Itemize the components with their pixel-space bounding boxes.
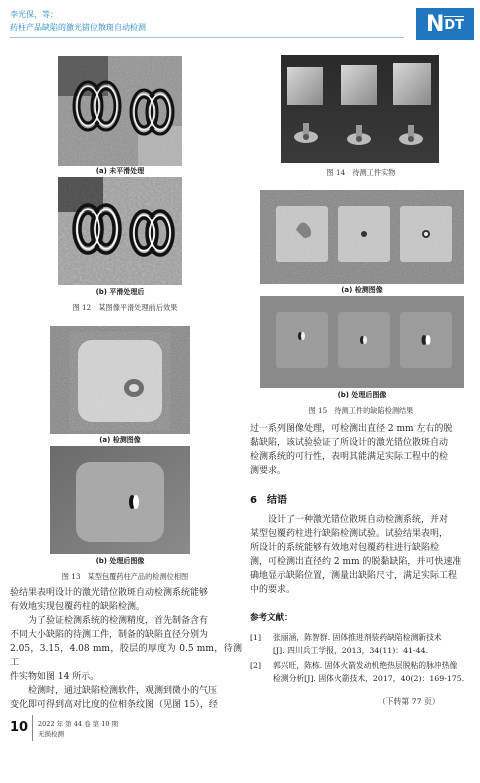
fig14-image	[281, 55, 439, 163]
header-rule	[10, 37, 404, 38]
text-line: 检测系统的可行性，表明其能满足实际工程中的检	[250, 452, 449, 462]
running-authors: 李光保，等：	[10, 10, 58, 19]
logo-letters-dt: DT	[444, 17, 465, 33]
reference-line: 检测分析[J]. 固体火箭技术，2017，40(2)：169-175.	[273, 674, 465, 683]
text-line: 不同大小缺陷的待测工件，制备的缺陷直径分别为	[10, 630, 209, 640]
fig12-caption: 图 12 某图像平滑处理前后效果	[72, 303, 178, 312]
text-line: 有效地实现包覆药柱的缺陷检测。	[10, 602, 146, 612]
text-line: 测，可检测出直径约 2 mm 的脱黏缺陷，并可快速准	[250, 557, 462, 567]
text-line: 某型包覆药柱进行缺陷检测试验。试验结果表明，	[250, 529, 449, 539]
text-line: 验结果表明设计的激光错位散斑自动检测系统能够	[10, 588, 209, 598]
text-line: 变化即可得到高对比度的位相条纹图（见图 15），经	[10, 700, 218, 710]
fig13a-image	[50, 326, 190, 434]
text-line: 所设计的系统能够有效地对包覆药柱进行缺陷检	[250, 543, 440, 553]
reference-number: [1]	[250, 633, 262, 642]
fig13-caption: 图 13 某型包覆药柱产品的检测位相图	[61, 572, 189, 581]
section-title: 6 结语	[250, 495, 287, 506]
right-body-text	[250, 422, 472, 478]
reference-line: 张丽涵，陈智群. 固体推进剂装药缺陷检测新技术	[273, 633, 442, 642]
fig12b-image	[58, 177, 182, 285]
references-title: 参考文献：	[250, 613, 293, 623]
reference-line: [J]. 四川兵工学报，2013，34(11)：41-44.	[273, 646, 429, 655]
reference-item	[250, 631, 472, 657]
fig12a-label: (a) 未平滑处理	[95, 167, 145, 175]
journal-logo	[416, 8, 474, 40]
text-line: 确地显示缺陷位置，测量出缺陷尺寸，满足实际工程	[250, 571, 458, 581]
fig13b-image	[50, 446, 190, 554]
fig15-caption: 图 15 待测工件的缺陷检测结果	[308, 406, 414, 415]
fig15a-label: (a) 检测图像	[341, 286, 383, 294]
text-line: 黏缺陷，该试验验证了所设计的激光错位散斑自动	[250, 438, 449, 448]
page-number: 10	[10, 720, 29, 735]
fig13a-label: (a) 检测图像	[99, 436, 141, 444]
left-body-text	[10, 586, 242, 712]
continued-note: （下转第 77 页）	[378, 697, 440, 706]
footer-divider	[32, 715, 33, 741]
reference-item	[250, 659, 472, 685]
text-line: 设计了一种激光错位散斑自动检测系统，并对	[268, 515, 449, 525]
text-line: 测要求。	[250, 466, 287, 476]
fig15b-label: (b) 处理后图像	[337, 391, 387, 399]
text-line: 件实物如图 14 所示。	[10, 672, 100, 682]
text-line: 为了验证检测系统的检测精度，首先制备含有	[28, 616, 209, 626]
reference-line: 郭兴旺，陈栋. 固体火箭发动机绝热层脱粘的脉冲热像	[273, 661, 458, 670]
text-line: 过一系列图像处理，可检测出直径 2 mm 左右的脱	[250, 424, 453, 434]
fig13b-label: (b) 处理后图像	[95, 557, 145, 565]
text-line: 中的要求。	[250, 585, 296, 595]
conclusion-text	[250, 513, 472, 597]
footer-journal: 无损检测	[38, 730, 64, 738]
text-line: 检测时，通过缺陷检测软件，观测到微小的气压	[28, 686, 218, 696]
fig14-caption: 图 14 待测工件实物	[326, 168, 396, 177]
fig12a-image	[58, 56, 182, 166]
fig15a-image	[260, 190, 464, 284]
running-title: 药柱产品缺陷的激光错位散斑自动检测	[10, 23, 146, 32]
text-line: 2.05，3.15，4.08 mm，胶层的厚度为 0.5 mm，待测工	[10, 644, 242, 668]
fig12b-label: (b) 平滑处理后	[95, 288, 145, 296]
logo-letter-n: N	[425, 11, 444, 37]
footer-issue: 2022 年 第 44 卷 第 10 期	[38, 720, 119, 728]
reference-number: [2]	[250, 661, 262, 670]
fig15b-image	[260, 296, 464, 388]
